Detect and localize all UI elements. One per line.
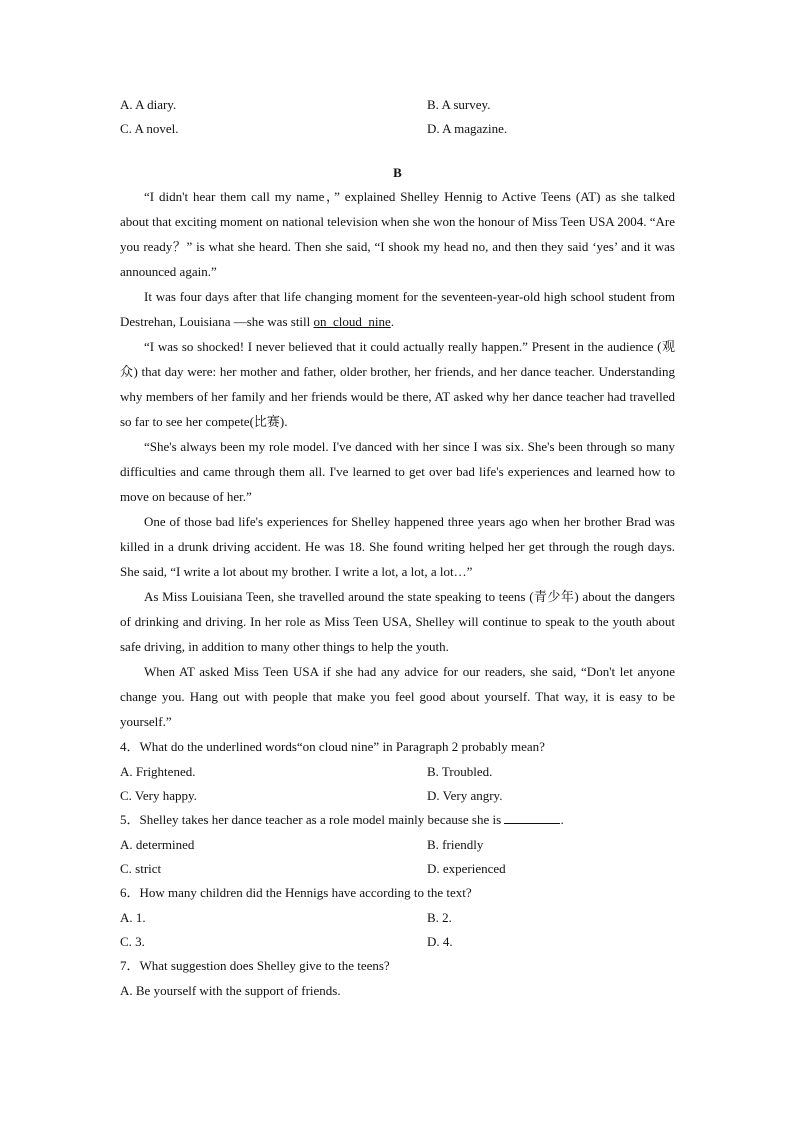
passage-paragraph-7: When AT asked Miss Teen USA if she had any advice for our readers, she said, “Don't let anyone change you. Hang out with people that make you feel good about yourself. That way, it is easy to be yourself.” bbox=[120, 664, 675, 729]
question-7: 7．What suggestion does Shelley give to the teens? bbox=[120, 958, 390, 973]
q4-option-c: C. Very happy. bbox=[120, 788, 197, 803]
q6-options-row-1 bbox=[120, 905, 675, 929]
paragraph-2-end: . bbox=[390, 314, 395, 329]
q4-options-row-1 bbox=[120, 759, 675, 783]
paragraph-2-text: It was four days after that life changing moment for the seventeen-year-old high school student from Destrehan, Louisiana —she was still bbox=[120, 289, 675, 329]
q6-option-b: B. 2. bbox=[427, 910, 452, 925]
q4-option-b: B. Troubled. bbox=[427, 764, 493, 779]
passage-paragraph-4: “She's always been my role model. I've danced with her since I was six. She's been through so many difficulties and came through them all. I've learned to get over bad life's experiences and learned how to move on because of her.” bbox=[120, 439, 675, 504]
question-5 bbox=[120, 807, 675, 832]
q3-option-c: C. A novel. bbox=[120, 121, 179, 136]
passage-paragraph-6: As Miss Louisiana Teen, she travelled around the state speaking to teens (青少年) about the dangers of drinking and driving. In her role as Miss Teen USA, Shelley will continue to speak to the youth about safe driving, in addition to many other things to help the youth. bbox=[120, 589, 675, 654]
q5-option-b: B. friendly bbox=[427, 837, 484, 852]
q3-option-b: B. A survey. bbox=[427, 97, 491, 112]
question-6: 6．How many children did the Hennigs have according to the text? bbox=[120, 885, 472, 900]
q6-option-d: D. 4. bbox=[427, 934, 453, 949]
q6-option-c: C. 3. bbox=[120, 934, 145, 949]
passage-paragraph-5: One of those bad life's experiences for Shelley happened three years ago when her brother Brad was killed in a drunk driving accident. He was 18. She found writing helped her get through the rough days. She said, “I write a lot about my brother. I write a lot, a lot, a lot…” bbox=[120, 514, 675, 579]
page-content bbox=[120, 92, 675, 1003]
q3-options-row-1 bbox=[120, 92, 675, 116]
answer-blank bbox=[504, 809, 560, 824]
passage-paragraph-2 bbox=[120, 284, 675, 334]
question-5-end: . bbox=[560, 812, 564, 827]
q4-option-a: A. Frightened. bbox=[120, 764, 196, 779]
q3-options-row-2 bbox=[120, 116, 675, 140]
q5-options-row-1 bbox=[120, 832, 675, 856]
q6-option-a: A. 1. bbox=[120, 910, 146, 925]
q5-option-a: A. determined bbox=[120, 837, 195, 852]
q5-options-row-2 bbox=[120, 856, 675, 880]
question-5-text: 5．Shelley takes her dance teacher as a role model mainly because she is bbox=[120, 812, 505, 827]
passage-paragraph-3: “I was so shocked! I never believed that it could actually really happen.” Present in the audience (观众) that day were: her mother and father, older brother, her friends, and her dance teacher. Understanding why members of her family and her friends would be there, AT asked why her dance teacher had travelled so far to see her compete(比赛). bbox=[120, 339, 675, 429]
section-title: B bbox=[393, 165, 402, 180]
q3-option-d: D. A magazine. bbox=[427, 121, 508, 136]
q6-options-row-2 bbox=[120, 929, 675, 953]
q5-option-d: D. experienced bbox=[427, 861, 506, 876]
q4-option-d: D. Very angry. bbox=[427, 788, 503, 803]
q3-option-a: A. A diary. bbox=[120, 97, 177, 112]
passage-paragraph-1: “I didn't hear them call my name，” explained Shelley Hennig to Active Teens (AT) as she talked about that exciting moment on national television when she won the honour of Miss Teen USA 2004. “Are you ready？” is what she heard. Then she said, “I shook my head no, and then they said ‘yes’ and it was announced again.” bbox=[120, 189, 675, 279]
underlined-phrase: on_cloud_nine bbox=[313, 314, 391, 329]
question-4: 4．What do the underlined words“on cloud nine” in Paragraph 2 probably mean? bbox=[120, 739, 545, 754]
q4-options-row-2 bbox=[120, 783, 675, 807]
q5-option-c: C. strict bbox=[120, 861, 162, 876]
q7-option-a: A. Be yourself with the support of friends. bbox=[120, 983, 341, 998]
